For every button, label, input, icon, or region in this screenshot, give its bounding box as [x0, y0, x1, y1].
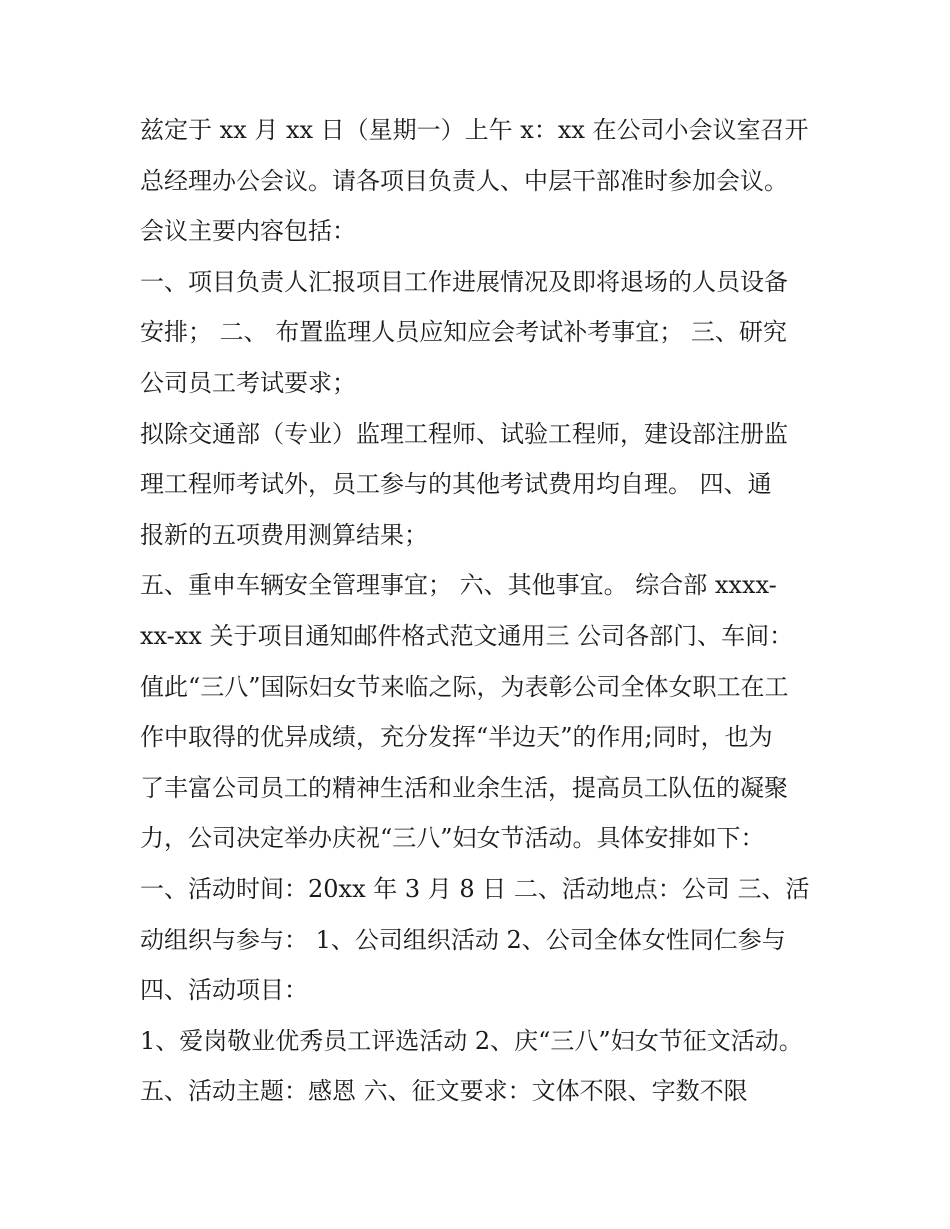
text-line: 五、活动主题：感恩 六、征文要求：文体不限、字数不限 [140, 1077, 748, 1106]
text-line: 公司员工考试要求； [140, 368, 356, 397]
text-line: 力，公司决定举办庆祝“三八”妇女节活动。具体安排如下： [140, 824, 765, 853]
text-line: 报新的五项费用测算结果； [140, 520, 428, 549]
text-line: 安排； 二、 布置监理人员应知应会考试补考事宜； 三、研究 [140, 318, 787, 347]
text-line: 兹定于 xx 月 xx 日（星期一）上午 x：xx 在公司小会议室召开 [140, 116, 809, 144]
text-line: 了丰富公司员工的精神生活和业余生活，提高员工队伍的凝聚 [140, 773, 788, 802]
text-line: 五、重申车辆安全管理事宜； 六、其他事宜。 综合部 xxxx- [140, 571, 777, 600]
text-line: 动组织与参与： 1、公司组织活动 2、公司全体女性同仁参与 [140, 925, 786, 954]
text-line: 四、活动项目： [140, 976, 308, 1005]
text-line: 一、活动时间：20xx 年 3 月 8 日 二、活动地点：公司 三、活 [140, 874, 810, 903]
text-line: 作中取得的优异成绩，充分发挥“半边天”的作用;同时，也为 [140, 723, 773, 752]
text-line: 拟除交通部（专业）监理工程师、试验工程师，建设部注册监 [140, 419, 788, 448]
document-body [140, 105, 820, 1117]
text-line: 1、爱岗敬业优秀员工评选活动 2、庆“三八”妇女节征文活动。 [140, 1026, 803, 1055]
text-line: 理工程师考试外，员工参与的其他考试费用均自理。 四、通 [140, 470, 772, 499]
text-line: xx-xx 关于项目通知邮件格式范文通用三 公司各部门、车间： [140, 621, 794, 650]
text-line: 总经理办公会议。请各项目负责人、中层干部准时参加会议。 [140, 166, 788, 195]
text-line: 值此“三八”国际妇女节来临之际，为表彰公司全体女职工在工 [140, 672, 789, 701]
text-line: 会议主要内容包括： [140, 217, 356, 246]
text-line: 一、项目负责人汇报项目工作进展情况及即将退场的人员设备 [140, 267, 788, 296]
